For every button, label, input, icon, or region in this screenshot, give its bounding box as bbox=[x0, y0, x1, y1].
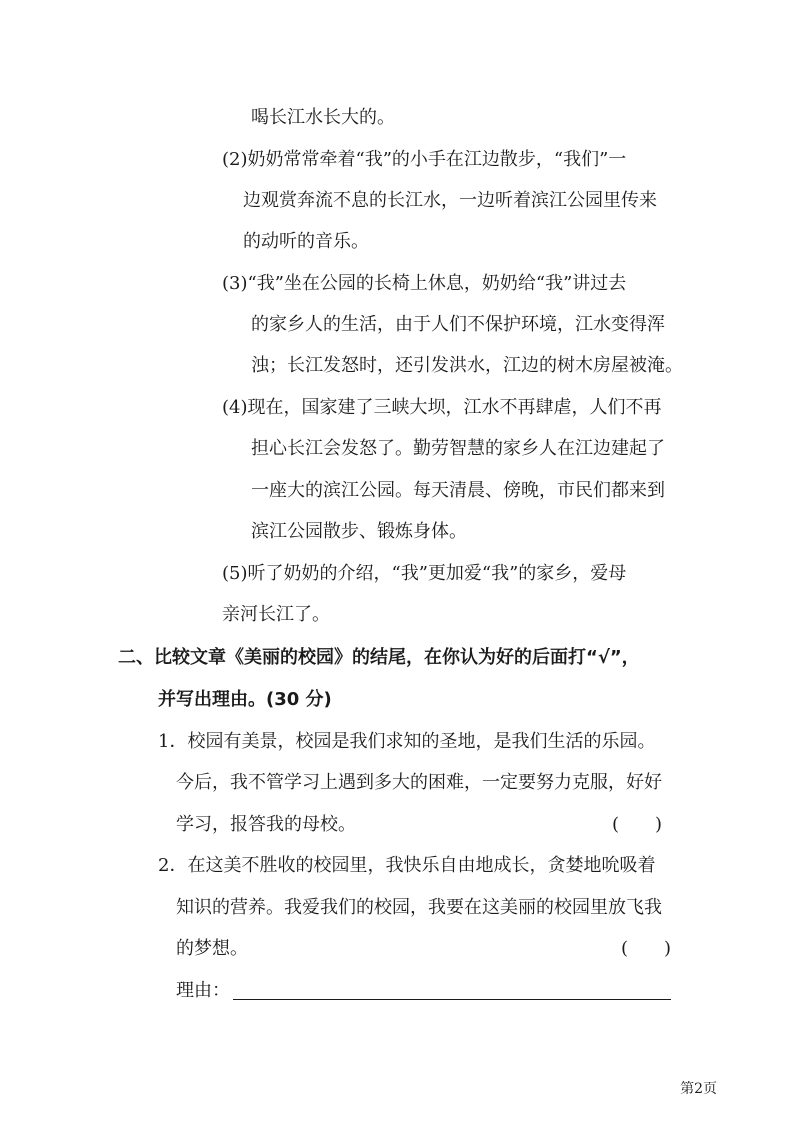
option-1-line: 学习，报答我的母校。 bbox=[176, 814, 356, 835]
text-line: (2)奶奶常常牵着“我”的小手在江边散步，“我们”一 bbox=[222, 149, 627, 170]
text-line: 担心长江会发怒了。勤劳智慧的家乡人在江边建起了 bbox=[251, 438, 665, 459]
text-line: 喝长江水长大的。 bbox=[251, 107, 395, 128]
text-line: 一座大的滨江公园。每天清晨、傍晚，市民们都来到 bbox=[251, 480, 665, 501]
option-1-line: 1．校园有美景，校园是我们求知的圣地，是我们生活的乐园。 bbox=[158, 731, 656, 752]
option-2-line: 2．在这美不胜收的校园里，我快乐自由地成长，贪婪地吮吸着 bbox=[158, 855, 656, 876]
text-line: 亲河长江了。 bbox=[222, 604, 330, 625]
reason-answer-line[interactable] bbox=[233, 999, 671, 1000]
text-line: 的家乡人的生活，由于人们不保护环境，江水变得浑 bbox=[251, 314, 665, 335]
text-line: (4)现在，国家建了三峡大坝，江水不再肆虐，人们不再 bbox=[222, 397, 662, 418]
text-line: (3)“我”坐在公园的长椅上休息，奶奶给“我”讲过去 bbox=[222, 273, 627, 294]
text-line: 浊；长江发怒时，还引发洪水，江边的树木房屋被淹。 bbox=[251, 355, 683, 376]
section-heading-cont: 并写出理由。(30 分) bbox=[158, 689, 332, 710]
page-number: 第2页 bbox=[680, 1081, 717, 1097]
option-2-answer-blank[interactable]: ( ) bbox=[621, 938, 672, 959]
option-2-line: 的梦想。 bbox=[176, 938, 248, 959]
text-line: (5)听了奶奶的介绍，“我”更加爱“我”的家乡，爱母 bbox=[222, 563, 627, 584]
reason-label: 理由： bbox=[176, 980, 230, 1001]
section-heading: 二、比较文章《美丽的校园》的结尾，在你认为好的后面打“√”， bbox=[118, 647, 640, 668]
text-line: 滨江公园散步、锻炼身体。 bbox=[251, 521, 467, 542]
option-1-line: 今后，我不管学习上遇到多大的困难，一定要努力克服，好好 bbox=[176, 772, 662, 793]
option-2-line: 知识的营养。我爱我们的校园，我要在这美丽的校园里放飞我 bbox=[176, 897, 662, 918]
text-line: 的动听的音乐。 bbox=[243, 231, 369, 252]
option-1-answer-blank[interactable]: ( ) bbox=[612, 814, 663, 835]
text-line: 边观赏奔流不息的长江水，一边听着滨江公园里传来 bbox=[243, 190, 657, 211]
